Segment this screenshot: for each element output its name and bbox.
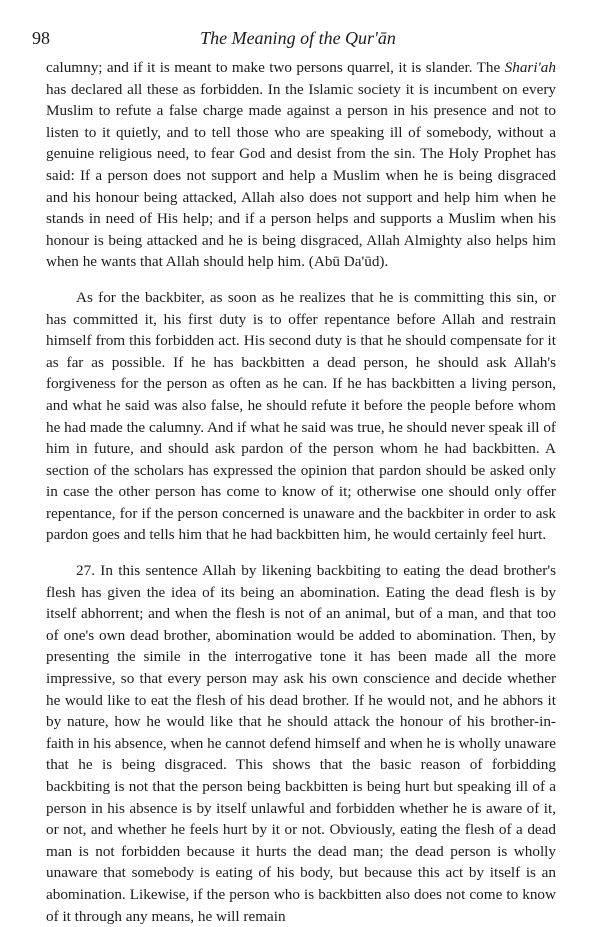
- paragraph-backbiter: [46, 287, 556, 546]
- paragraph-text: calumny; and if it is meant to make two persons quarrel, it is slander. The: [46, 59, 505, 76]
- running-title: The Meaning of the Qur'ān: [200, 28, 396, 48]
- paragraph-text: has declared all these as forbidden. In the Islamic society it is incumbent on every Muslim to refute a false charge made against a person in his presence and not to listen to it quietly, and to tell those who are speaking ill of somebody, without a genuine religious need, to fear God and desist from the sin. The Holy Prophet has said: If a person does not support and help a Muslim when he is being disgraced and his honour being attacked, Allah also does not support and help him when he stands in need of His help; and if a person helps and supports a Muslim when his honour is being attacked and he is being disgraced, Allah Almighty also helps him when he wants that Allah should help him. (Abū Da'ūd).: [46, 80, 556, 271]
- paragraph-text: As for the backbiter, as soon as he realizes that he is committing this sin, or has committed it, his first duty is to offer repentance before Allah and restrain himself from this forbidden act. His second duty is that he should compensate for it as far as possible. If he has backbitten a dead person, he should ask Allah's forgiveness for the person as often as he can. If he has backbitten a living person, and what he said was also false, he should refute it before the people before whom he had made the calumny. And if what he said was true, he should never speak ill of him in future, and should ask pardon of the person whom he had backbitten. A section of the scholars has expressed the opinion that pardon should be asked only in case the other person has come to know of it; otherwise one should only offer repentance, for if the person concerned is unaware and the backbiter in order to ask pardon goes and tells him that he had backbitten him, he would certainly feel hurt.: [46, 288, 556, 544]
- body-text: [46, 57, 556, 927]
- page-number: 98: [32, 28, 50, 48]
- paragraph-slander: [46, 57, 556, 273]
- shariah-term: Shari'ah: [504, 59, 556, 76]
- page-header: [32, 28, 564, 50]
- paragraph-text: 27. In this sentence Allah by likening backbiting to eating the dead brother's flesh has given the idea of its being an abomination. Eating the dead flesh is by itself abhorrent; and when the flesh is not of an animal, but of a man, and that too of one's own dead brother, abomination would be added to abomination. Then, by presenting the simile in the interrogative tone it has been made all the more impressive, so that every person may ask his own conscience and decide whether he would like to eat the flesh of his dead brother. If he would not, and he abhors it by nature, how he would like that he should attack the honour of his brother-in-faith in his absence, when he cannot defend himself and when he is wholly unaware that he is being disgraced. This shows that the basic reason of forbidding backbiting is not that the person being backbitten is being hurt but speaking ill of a person in his absence is by itself unlawful and forbidden whether he is aware of it, or not, and whether he feels hurt by it or not. Obviously, eating the flesh of a dead man is not forbidden because it hurts the dead man; the dead person is wholly unaware that somebody is eating of his body, but because this act by itself is an abomination. Likewise, if the person who is backbitten also does not come to know of it through any means, he will remain: [46, 562, 556, 925]
- paragraph-note-27: [46, 560, 556, 927]
